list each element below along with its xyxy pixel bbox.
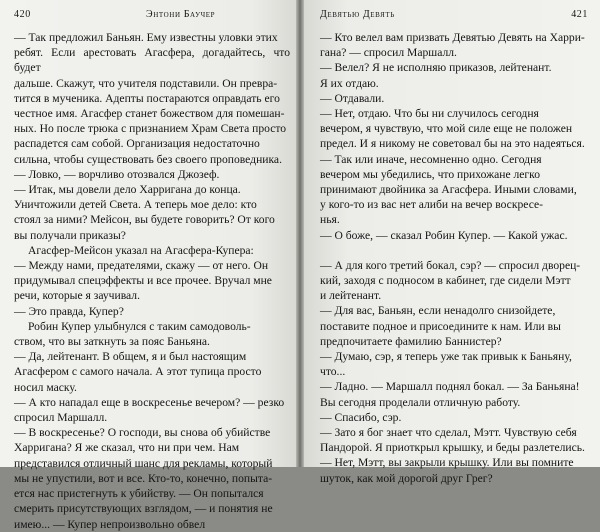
text-line: стоял за ними? Мейсон, вы будете говорить? От кого: [14, 213, 275, 227]
text-line: речи, которые я заучивал.: [14, 289, 140, 303]
text-line: Агасфером с самого начала. А этот тупица просто: [14, 365, 262, 379]
text-line: — А для кого третий бокал, сэр? — спросил дворец-: [320, 258, 581, 272]
text-line: вы получали приказы?: [14, 228, 126, 242]
right-running-head: Девятью Девять: [320, 9, 395, 20]
left-page: [0, 0, 296, 531]
text-line: вечером мы убедились, что прихожане легко: [320, 167, 541, 181]
text-line: представился отличный шанс для рекламы, который: [14, 456, 273, 470]
text-line: поставите подное и присоедините к нам. Или вы: [320, 319, 561, 333]
text-line: — Нет, Мэтт, вы закрыли крышку. Или вы помните: [320, 456, 574, 470]
text-line: Вы сегодня проделали отличную работу.: [320, 395, 521, 409]
text-line: смерить присутствующих взглядом, — и понятия не: [14, 502, 273, 516]
text-line: — Это правда, Купер?: [14, 304, 124, 318]
right-page-number: 421: [571, 9, 588, 20]
text-line: — Так предложил Баньян. Ему известны уловки этих: [14, 31, 278, 44]
text-line: ных. Но после трюка с признанием Храм Света просто: [14, 122, 287, 136]
book-gutter: [296, 0, 304, 467]
text-line: — Отдавали.: [320, 91, 385, 105]
text-line: — Думаю, сэр, я теперь уже так привык к Баньяну,: [320, 350, 572, 364]
text-line: — Кто велел вам призвать Девятью Девять на Харри-: [320, 31, 585, 44]
text-line: — О боже, — сказал Робин Купер. — Какой ужас.: [320, 228, 568, 242]
text-line: предпочитаете фамилию Баннистер?: [320, 334, 502, 348]
text-line: тится в мученика. Адепты постараются оправдать его: [14, 91, 280, 105]
text-line: — Для вас, Баньян, если ненадолго снизойдете,: [320, 304, 556, 318]
text-line: и лейтенант.: [320, 289, 382, 303]
text-line: Робин Купер улыбнулся с таким самодоволь-: [28, 319, 251, 333]
text-line: — Спасибо, сэр.: [320, 410, 402, 424]
text-line: имею... — Купер непроизвольно обвел: [14, 517, 206, 531]
text-line: принимают двойника за Агасфера. Иными словами,: [320, 183, 577, 197]
text-line: ется нас пристегнуть к убийству. — Он попытался: [14, 487, 264, 501]
text-line: Уничтожили детей Света. А теперь мое дело: кто: [14, 198, 257, 212]
text-line: — Зато я бог знает что сделал, Мэтт. Чувствую себя: [320, 426, 577, 440]
text-line: у кого-то из вас нет алиби на вечер воскресе-: [320, 198, 543, 212]
text-line: сильна, чтобы существовать без своего проповедника.: [14, 152, 282, 166]
text-line: спросил Маршалл.: [14, 411, 108, 425]
left-page-text: [14, 30, 290, 532]
text-line: ребят. Если арестовать Агасфера, догадайтесь, что будет: [14, 46, 290, 75]
text-line: предел. И я никому не советовал бы на это надеяться.: [320, 137, 585, 151]
text-line: ством, что вы заткнуть за пояс Баньяна.: [14, 335, 210, 349]
text-line: придумывал спецэффекты и все прочее. Вручал мне: [14, 274, 272, 288]
text-line: — Итак, мы довели дело Харригана до конца.: [14, 183, 241, 197]
text-line: Пандорой. Я приоткрыл крышку, и беды разлетелись.: [320, 441, 585, 455]
text-line: — Велел? Я не исполняю приказов, лейтенант.: [320, 61, 552, 75]
right-page: [304, 0, 600, 485]
text-line: шуток, как мой дорогой друг Грег?: [320, 471, 493, 485]
text-line: — Между нами, предателями, скажу — от него. Он: [14, 259, 269, 273]
text-line: нья.: [320, 213, 340, 227]
text-line: — В воскресенье? О господи, вы снова об убийстве: [14, 426, 271, 440]
left-running-head: Энтони Баучер: [146, 9, 216, 20]
text-line: мы не упустили, вот и все. Кто-то, конечно, попыта-: [14, 471, 273, 485]
text-line: распадется сам собой. Организация недостаточно: [14, 137, 260, 151]
right-page-text: [320, 30, 588, 486]
text-line: вечером, я чувствую, что мой силе еще не положен: [320, 122, 573, 136]
text-line: — Нет, отдаю. Что бы ни случилось сегодня: [320, 107, 539, 121]
text-line: кий, заходя с подносом в кабинет, где сидели Мэтт: [320, 274, 571, 288]
text-line: — Ловко, — ворчливо отозвался Джозеф.: [14, 167, 220, 181]
text-line: гана? — спросил Маршалл.: [320, 46, 457, 60]
text-line: — Так или иначе, несомненно одно. Сегодня: [320, 152, 542, 166]
text-line: честное имя. Агасфер станет божеством для помешан-: [14, 107, 285, 121]
text-line: — Да, лейтенант. В общем, я и был настоящим: [14, 350, 247, 364]
text-line: Харригана? Я же сказал, что ни при чем. Нам: [14, 441, 240, 455]
text-line: дальше. Скажут, что учителя подставили. Он превра-: [14, 76, 278, 90]
text-line: Я их отдаю.: [320, 76, 379, 90]
text-line: — А кто нападал еще в воскресенье вечером? — резко: [14, 395, 285, 409]
text-line: носил маску.: [14, 380, 77, 394]
text-line: что...: [320, 365, 346, 379]
text-line: — Ладно. — Маршалл поднял бокал. — За Баньяна!: [320, 380, 580, 394]
text-line: Агасфер-Мейсон указал на Агасфера-Купера:: [28, 243, 254, 257]
left-page-number: 420: [14, 9, 31, 20]
